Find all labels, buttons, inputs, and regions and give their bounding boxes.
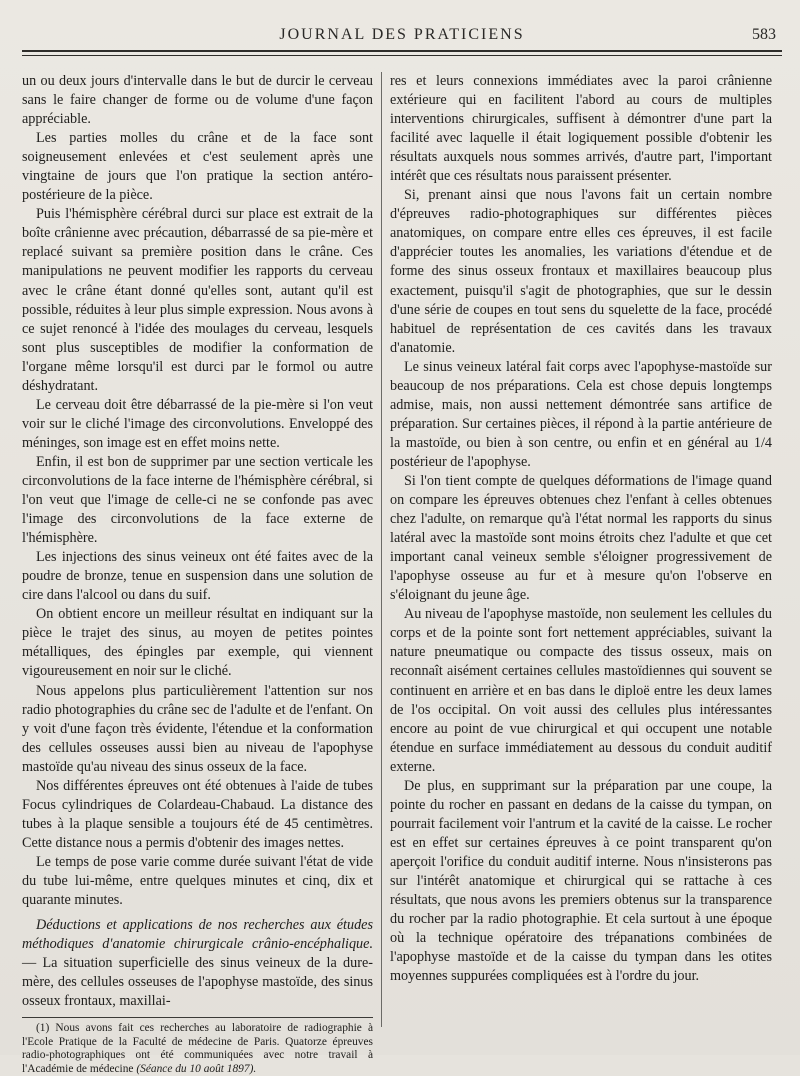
left-column: [22, 72, 373, 1075]
section-text: — La situation superficielle des sinus veineux de la dure-mère, des cellules osseuses de l'apophyse mastoïde, des sinus osseux frontaux, maxillai-: [22, 955, 373, 1010]
paragraph: Enfin, il est bon de supprimer par une section verticale les circonvolutions de la face interne de l'hémisphère cérébral, si l'on veut que l'image de celle-ci ne se confonde pas avec l'image des circonvolutions de la face externe de l'hémisphère.: [22, 453, 373, 547]
running-header: [22, 22, 782, 52]
section-heading: Déductions et applications de nos recherches aux études méthodiques d'anatomie chirurgicale crânio-encéphalique.: [22, 917, 373, 953]
paragraph: Puis l'hémisphère cérébral durci sur place est extrait de la boîte crânienne avec précaution, débarrassé de sa pie-mère et replacé suivant sa première position dans le crâne. Ces manipulations ne peuvent modifier les rapports du cerveau avec le crâne étant donné qu'elles sont, autant qu'il est possible, réduites à leur plus simple expression. Nous avons à ce sujet renoncé à l'idée des moulages du cerveau, lesquels sont plus susceptibles de modifier la conformation de l'organe même lorsqu'il est durci par le formol ou autre déshydratant.: [22, 206, 373, 394]
paragraph: Les parties molles du crâne et de la face sont soigneusement enlevées et c'est seulement après une vingtaine de jours que l'on pratique la section antéro-postérieure de la pièce.: [22, 130, 373, 204]
paragraph: Le temps de pose varie comme durée suivant l'état de vide du tube lui-même, entre quelques minutes et cinq, dix et quarante minutes.: [22, 853, 373, 909]
paragraph: Si l'on tient compte de quelques déformations de l'image quand on compare les épreuves obtenues chez l'enfant à celles obtenues chez l'adulte, on remarque qu'à l'état normal les rapports du sinus latéral avec la mastoïde sont moins étroits chez l'adulte et que cet important canal veineux semble s'éloigner progressivement de l'apophyse osseuse au fur et à mesure qu'on l'observe en s'éloignant du jeune âge.: [390, 472, 772, 604]
section-paragraph: [22, 916, 373, 1011]
footnote-rule: [22, 1017, 373, 1018]
paragraph: Nous appelons plus particulièrement l'attention sur nos radio photographies du crâne sec de l'adulte et de l'enfant. On y voit d'une façon très évidente, l'étendue et la conformation des cellules osseuses aussi bien au niveau de l'apophyse mastoïde qu'au niveau des sinus osseux de la face.: [22, 682, 373, 775]
paragraph: Les injections des sinus veineux ont été faites avec de la poudre de bronze, tenue en suspension dans une solution de cire dans l'alcool ou dans du suif.: [22, 549, 373, 604]
paragraph: Nos différentes épreuves ont été obtenues à l'aide de tubes Focus cylindriques de Colardeau-Chabaud. La distance des tubes à la plaque sensible a toujours été de 45 centimètres. Cette distance nous a permis d'obtenir des images nettes.: [22, 777, 373, 851]
footnote-text: (1) Nous avons fait ces recherches au laboratoire de radiographie à l'Ecole Pratique de la Faculté de médecine de Paris. Quatorze épreuves radio-photographiques ont été communiquées avec notre travail à l'Académie de médecine: [22, 1022, 373, 1075]
column-divider: [381, 72, 382, 1027]
paragraph: Le cerveau doit être débarrassé de la pie-mère si l'on veut voir sur le cliché l'image des circonvolutions. Enveloppé des méninges, son image est en effet moins nette.: [22, 396, 373, 451]
journal-title: JOURNAL DES PRATICIENS: [279, 26, 525, 43]
paragraph: Au niveau de l'apophyse mastoïde, non seulement les cellules du corps et de la pointe sont fort nettement appréciables, suivant la nature pneumatique ou compacte des tissus osseux, mais on reconnaît aisément certaines cellules mastoïdiennes qui souvent se continuent en arrière et en bas dans le diploë entre les deux lames de l'os occipital. On voit aussi des cellules plus intéressantes encore au point de vue chirurgical et qui occupent une notable étendue en surface immédiatement au dessous du conduit auditif externe.: [390, 606, 772, 775]
paragraph: De plus, en supprimant sur la préparation par une coupe, la pointe du rocher en passant en dedans de la caisse du tympan, on pourrait facilement voir l'antrum et la cavité de la caisse. Le rocher est en effet sur certaines épreuves à ce point transparent qu'on aperçoit l'orifice du conduit auditif interne. Nous n'insisterons pas sur l'intérêt anatomique et chirurgical qui se rattache à ces résultats, que nous avons les premiers obtenus sur la transparence du rocher par la radio photographie. Et cela surtout à une époque où la technique opératoire des trépanations combinées de l'apophyse mastoïde et de la caisse du tympan dans les otites moyennes suppurées compliquées est à l'ordre du jour.: [390, 777, 772, 985]
footnote-citation: (Séance du 10 août 1897).: [136, 1062, 257, 1075]
paragraph: un ou deux jours d'intervalle dans le but de durcir le cerveau sans le faire changer de forme ou de volume d'une façon appréciable.: [22, 73, 373, 128]
right-column: [390, 72, 772, 1049]
header-rule: [22, 50, 782, 56]
paragraph: Si, prenant ainsi que nous l'avons fait un certain nombre d'épreuves radio-photographiques sur différentes pièces anatomiques, on compare entre elles ces épreuves, il est facile d'apprécier toutes les anomalies, les variations d'étendue et de forme des sinus osseux frontaux et maxillaires beaucoup plus exactement, puisqu'il s'agit de photographies, que sur le dessin d'une série de coupes en tout sens du squelette de la face, procédé habituel de représentation de ces cavités dans les travaux d'anatomie.: [390, 187, 772, 356]
page-number: 583: [752, 26, 776, 43]
paragraph: res et leurs connexions immédiates avec la paroi crânienne extérieure qui en facilitent l'abord au cours de multiples interventions chirurgicales, suffisent à démontrer d'une part la facilité avec laquelle il était logiquement possible d'obtenir les résultats auxquels nous sommes arrivés, d'autre part, l'important intérêt que ces résultats nous paraissent présenter.: [390, 73, 772, 185]
footnote: [22, 1022, 373, 1076]
paragraph: Le sinus veineux latéral fait corps avec l'apophyse-mastoïde sur beaucoup de nos préparations. Cela est chose depuis longtemps admise, mais, non aussi nettement démontrée sans artifice de préparation. Sur certaines pièces, il répond à la partie antérieure de la mastoïde, ou bien à son centre, ou enfin et en général au 1/4 postérieur de l'apophyse.: [390, 358, 772, 470]
paragraph: On obtient encore un meilleur résultat en indiquant sur la pièce le trajet des sinus, au moyen de petites pointes métalliques, des épingles par exemple, qui viennent vigoureusement en noir sur le cliché.: [22, 606, 373, 680]
